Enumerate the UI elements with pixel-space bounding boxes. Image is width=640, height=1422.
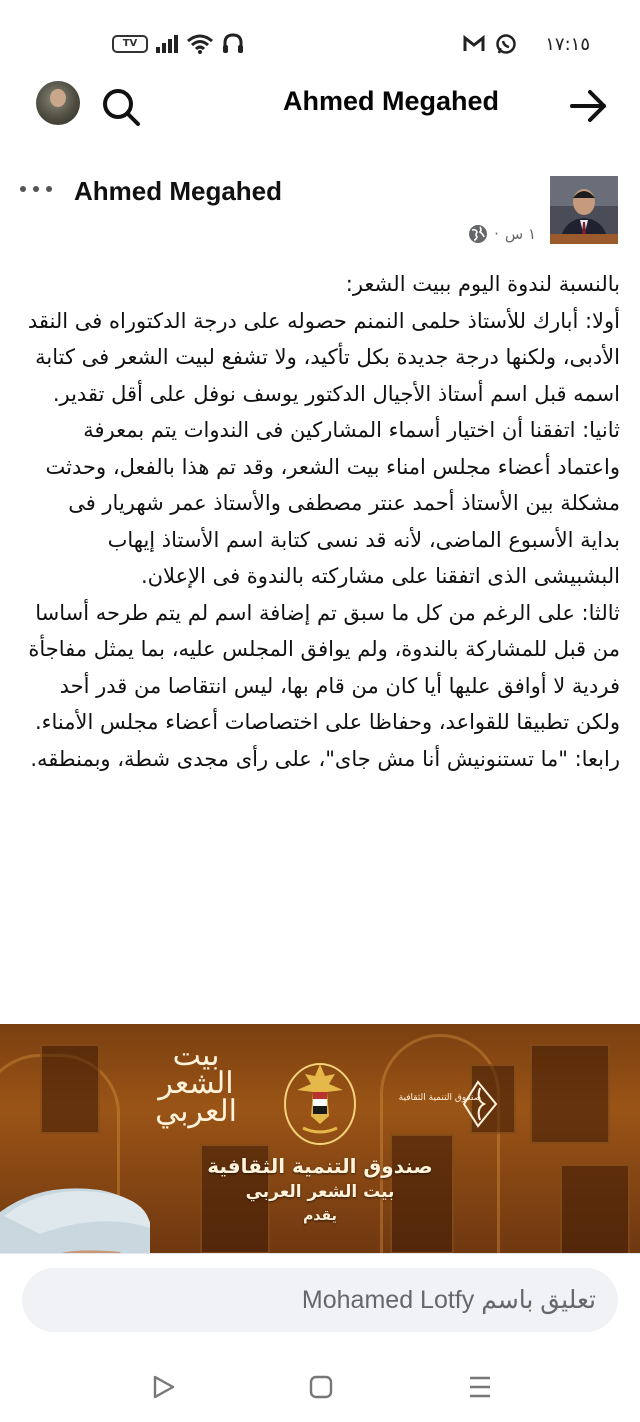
post-image[interactable] <box>0 1024 640 1262</box>
wifi-icon <box>186 33 214 55</box>
meta-separator: · <box>494 225 499 243</box>
image-title-line3: يقدم <box>303 1208 337 1224</box>
fund-logo-text: صندوق التنمية الثقافية <box>398 1093 482 1103</box>
home-square-icon[interactable] <box>303 1369 339 1405</box>
recents-menu-icon[interactable] <box>462 1369 498 1405</box>
headphones-icon <box>222 33 244 55</box>
system-nav-bar <box>0 1353 640 1422</box>
back-triangle-icon[interactable] <box>145 1369 181 1405</box>
image-title-line2: بيت الشعر العربي <box>245 1182 395 1202</box>
comment-input[interactable]: تعليق باسم Mohamed Lotfy <box>22 1268 618 1332</box>
post-paragraph: بالنسبة لندوة اليوم ببيت الشعر: <box>345 272 620 296</box>
post-text <box>22 266 620 777</box>
search-icon[interactable] <box>98 84 142 128</box>
signal-icon <box>156 35 178 53</box>
whatsapp-icon <box>495 33 517 55</box>
post-paragraph: رابعا: "ما تستنونيش أنا مش جاى"، على رأى مجدى شطة، وبمنطقه. <box>30 746 620 771</box>
status-icons-left <box>112 28 244 60</box>
page-header <box>0 70 640 140</box>
calligraphy-logo: بيت الشعر العربي <box>155 1038 237 1129</box>
egypt-eagle-emblem <box>283 1054 357 1146</box>
status-icons-right <box>463 28 590 60</box>
status-bar <box>0 0 640 70</box>
globe-icon <box>468 224 488 244</box>
comment-bar <box>0 1253 640 1353</box>
profile-avatar[interactable] <box>36 81 80 125</box>
post-options-icon[interactable] <box>16 170 56 206</box>
status-time: ١٧:١٥ <box>545 33 590 55</box>
post-author-name[interactable]: Ahmed Megahed <box>74 176 283 206</box>
post-meta <box>450 220 536 248</box>
image-title-line1: صندوق التنمية الثقافية <box>207 1154 433 1178</box>
page-title: Ahmed Megahed <box>282 86 500 116</box>
cultural-fund-logo <box>398 1074 498 1134</box>
post-author-avatar[interactable] <box>550 176 618 244</box>
network-badge: TV <box>112 35 148 53</box>
post-paragraph: ثالثا: على الرغم من كل ما سبق تم إضافة اسم لم يتم طرحه أساسا من قبل للمشاركة بالندوة، ولم يوافق المجلس عليه، بما يمثل مفاجأة فردية لا أوافق عليها أيا كان من قام بها، ليس انتقاصا من قدر أحد ولكن تطبيقا للقواعد، وحفاظا على اختصاصات أعضاء مجلس الأمناء. <box>28 600 620 734</box>
post-paragraph: ثانيا: اتفقنا أن اختيار أسماء المشاركين فى الندوات يتم بمعرفة واعتماد أعضاء مجلس امناء بيت الشعر، وقد تم هذا بالفعل، وحدثت مشكلة بين الأستاذ أحمد عنتر مصطفى والأستاذ عمر شهريار فى بداية الأسبوع الماضى، لأنه قد نسى كتابة اسم الأستاذ إيهاب البشبيشى الذى اتفقنا على مشاركته بالندوة فى الإعلان. <box>45 418 620 588</box>
post-time[interactable]: ١ س <box>504 225 536 243</box>
forward-arrow-icon[interactable] <box>566 84 610 128</box>
gmail-icon <box>463 35 485 53</box>
post-paragraph: أولا: أبارك للأستاذ حلمى النمنم حصوله على درجة الدكتوراه فى النقد الأدبى، ولكنها درجة جديدة بكل تأكيد، ولا تشفع لبيت الشعر فى كتابة اسمه قبل اسم أستاذ الأجيال الدكتور يوسف نوفل على أقل تقدير. <box>27 308 620 406</box>
